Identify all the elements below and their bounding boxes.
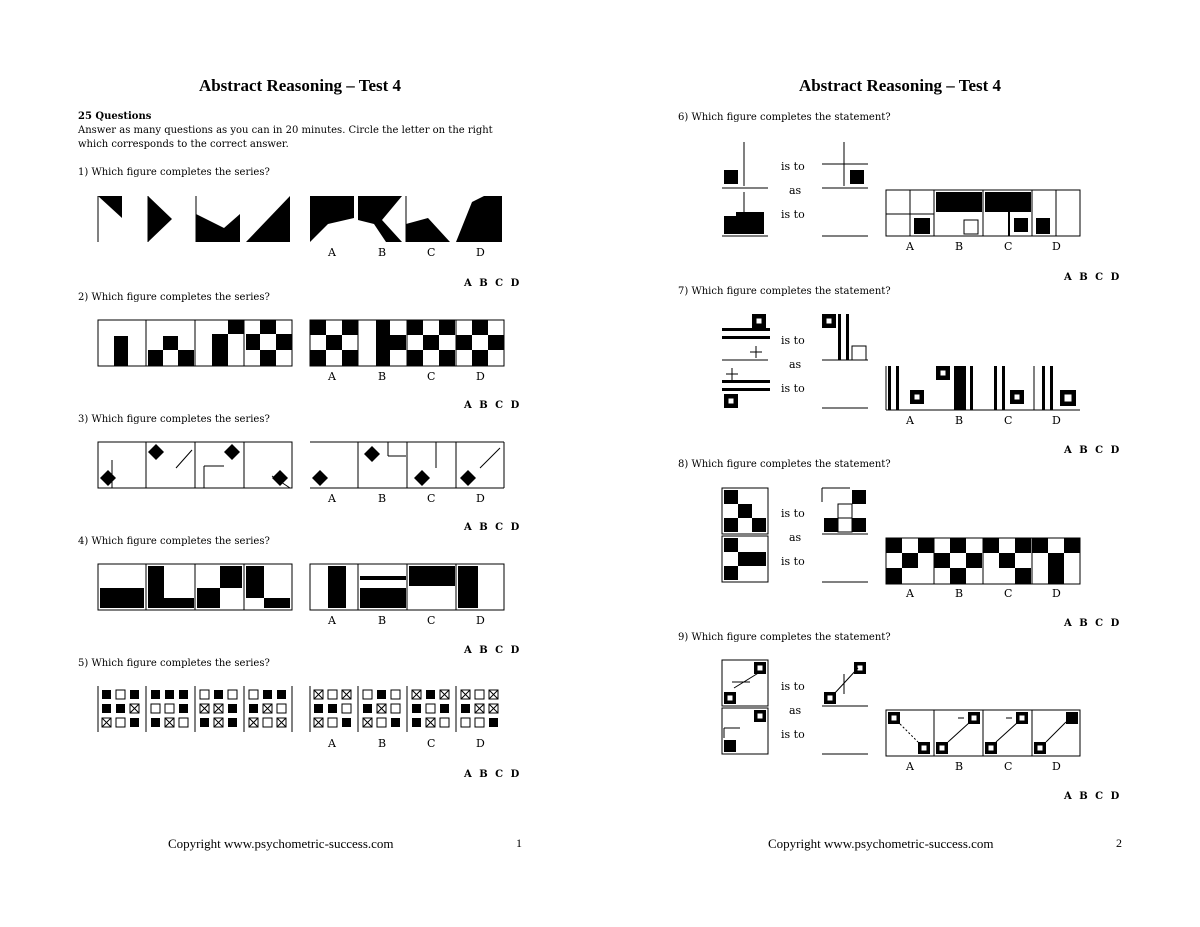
q9-analogy-left [720, 658, 770, 758]
q8-analogy-right [820, 486, 870, 586]
q7-option-a: A [906, 414, 914, 427]
q8-is-to-2: is to [781, 555, 805, 568]
q2-option-b: B [378, 370, 387, 383]
q3-option-b: B [378, 492, 387, 505]
question-6-text: 6) Which figure completes the statement? [678, 112, 891, 123]
q8-answer-letters[interactable]: A B C D [1064, 618, 1120, 629]
q6-analogy-right [820, 140, 870, 240]
question-1-text: 1) Which figure completes the series? [78, 167, 270, 178]
q2-option-d: D [476, 370, 485, 383]
q9-option-d: D [1052, 760, 1061, 773]
q7-option-b: B [955, 414, 964, 427]
q1-option-a: A [328, 246, 336, 259]
q5-option-c: C [427, 737, 436, 750]
question-3-figures [96, 440, 508, 492]
q7-option-d: D [1052, 414, 1061, 427]
footer-copyright: Copyright www.psychometric-success.com [168, 836, 394, 851]
q6-is-to-1: is to [781, 160, 805, 173]
q9-options [884, 708, 1082, 760]
question-9-text: 9) Which figure completes the statement? [678, 632, 891, 643]
q4-option-d: D [476, 614, 485, 627]
q4-answer-letters[interactable]: A B C D [464, 645, 520, 656]
footer-copyright: Copyright www.psychometric-success.com [768, 836, 994, 851]
q9-as: as [789, 704, 802, 717]
question-8-text: 8) Which figure completes the statement? [678, 459, 891, 470]
q2-option-c: C [427, 370, 436, 383]
q8-option-d: D [1052, 587, 1061, 600]
q6-option-c: C [1004, 240, 1013, 253]
q9-is-to-2: is to [781, 728, 805, 741]
q3-answer-letters[interactable]: A B C D [464, 522, 520, 533]
page-title: Abstract Reasoning – Test 4 [798, 76, 1002, 95]
q1-option-c: C [427, 246, 436, 259]
q8-analogy-left [720, 486, 770, 586]
instructions: Answer as many questions as you can in 20 minutes. Circle the letter on the right which corresponds to the correct answer. [78, 125, 493, 150]
page-2 [600, 0, 1200, 927]
q9-answer-letters[interactable]: A B C D [1064, 791, 1120, 802]
q6-option-b: B [955, 240, 964, 253]
page-number: 1 [516, 836, 522, 850]
q8-as: as [789, 531, 802, 544]
question-count: 25 Questions [78, 111, 152, 122]
q6-is-to-2: is to [781, 208, 805, 221]
q7-answer-letters[interactable]: A B C D [1064, 445, 1120, 456]
q2-option-a: A [328, 370, 336, 383]
q6-analogy-left [720, 140, 770, 240]
q1-option-d: D [476, 246, 485, 259]
q7-analogy-left [720, 312, 770, 412]
q8-option-a: A [906, 587, 914, 600]
question-4-text: 4) Which figure completes the series? [78, 536, 270, 547]
q7-is-to-1: is to [781, 334, 805, 347]
q2-answer-letters[interactable]: A B C D [464, 400, 520, 411]
q9-analogy-right [820, 658, 870, 758]
q8-is-to-1: is to [781, 507, 805, 520]
q6-answer-letters[interactable]: A B C D [1064, 272, 1120, 283]
q9-is-to-1: is to [781, 680, 805, 693]
q8-option-c: C [1004, 587, 1013, 600]
q8-option-b: B [955, 587, 964, 600]
q9-option-c: C [1004, 760, 1013, 773]
q5-option-a: A [328, 737, 336, 750]
q9-option-a: A [906, 760, 914, 773]
q6-as: as [789, 184, 802, 197]
q7-as: as [789, 358, 802, 371]
page-number: 2 [1116, 836, 1122, 850]
q7-option-c: C [1004, 414, 1013, 427]
question-7-text: 7) Which figure completes the statement? [678, 286, 891, 297]
q3-option-a: A [328, 492, 336, 505]
page-title: Abstract Reasoning – Test 4 [198, 76, 402, 95]
q1-answer-letters[interactable]: A B C D [464, 278, 520, 289]
q1-option-b: B [378, 246, 387, 259]
q9-option-b: B [955, 760, 964, 773]
intro [78, 110, 518, 152]
q3-option-d: D [476, 492, 485, 505]
question-3-text: 3) Which figure completes the series? [78, 414, 270, 425]
q5-option-d: D [476, 737, 485, 750]
q6-options [884, 188, 1082, 240]
question-5-text: 5) Which figure completes the series? [78, 658, 270, 669]
q7-is-to-2: is to [781, 382, 805, 395]
question-2-text: 2) Which figure completes the series? [78, 292, 270, 303]
q4-option-a: A [328, 614, 336, 627]
question-2-figures [96, 318, 508, 370]
question-5-figures [96, 684, 508, 736]
q4-option-c: C [427, 614, 436, 627]
q6-option-a: A [906, 240, 914, 253]
q5-answer-letters[interactable]: A B C D [464, 769, 520, 780]
q5-option-b: B [378, 737, 387, 750]
q6-option-d: D [1052, 240, 1061, 253]
q4-option-b: B [378, 614, 387, 627]
q3-option-c: C [427, 492, 436, 505]
q8-options [884, 536, 1082, 588]
question-4-figures [96, 562, 508, 614]
q7-options [884, 362, 1082, 414]
question-1-figures [96, 194, 508, 246]
q7-analogy-right [820, 312, 870, 412]
